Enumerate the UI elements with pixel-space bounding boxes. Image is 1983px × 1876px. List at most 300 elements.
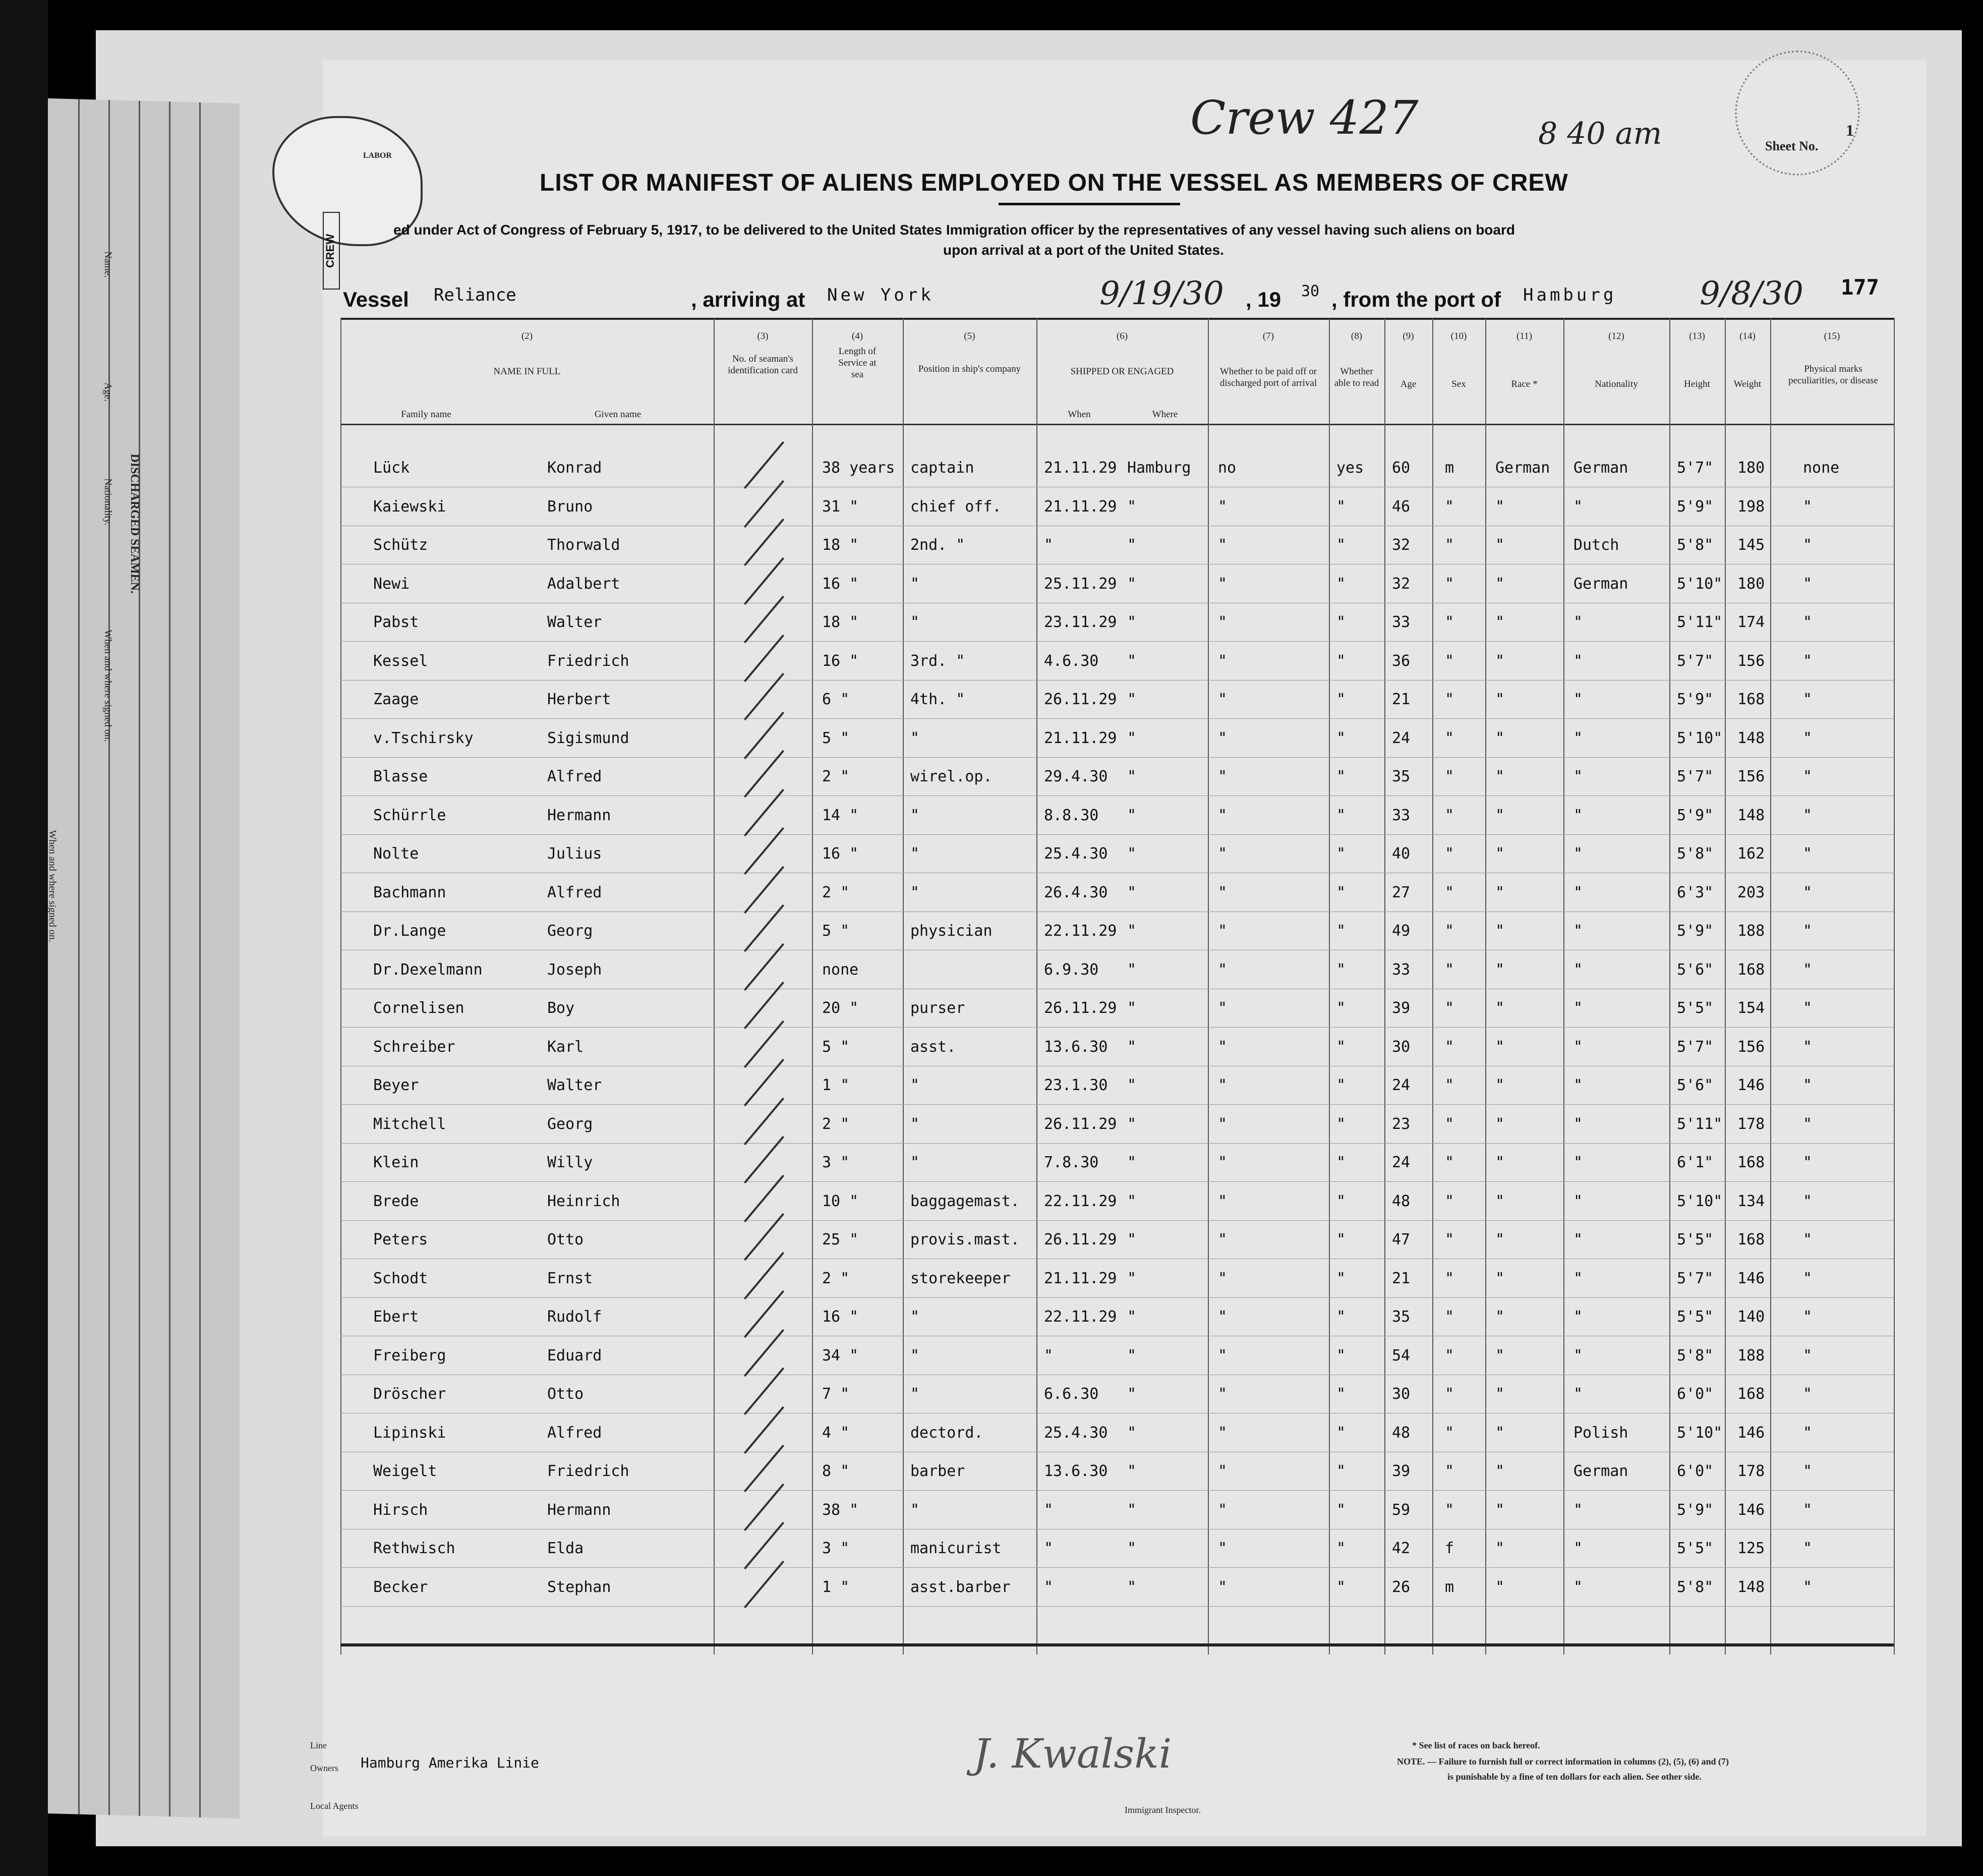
cell-family: Freiberg bbox=[373, 1346, 446, 1365]
cell-nat: " bbox=[1573, 1308, 1583, 1326]
cell-weight: 203 bbox=[1737, 883, 1765, 901]
cell-when: 21.11.29 bbox=[1044, 459, 1117, 477]
cell-family: Kaiewski bbox=[373, 497, 446, 516]
cell-read: " bbox=[1336, 613, 1346, 631]
cell-read: " bbox=[1336, 691, 1346, 708]
cell-family: Dr.Lange bbox=[373, 922, 446, 940]
cell-given: Boy bbox=[547, 999, 575, 1017]
cell-position: barber bbox=[910, 1462, 965, 1480]
cell-race: " bbox=[1495, 1424, 1505, 1442]
cell-nat: " bbox=[1573, 1269, 1583, 1287]
cell-family: Kessel bbox=[373, 652, 428, 670]
cell-race: " bbox=[1495, 652, 1505, 670]
height-header: Height bbox=[1684, 379, 1710, 389]
cell-weight: 168 bbox=[1737, 691, 1765, 708]
cell-marks: " bbox=[1803, 613, 1813, 631]
cell-age: 21 bbox=[1392, 1269, 1411, 1287]
cell-sex: " bbox=[1445, 1231, 1454, 1248]
cell-height: 5'5" bbox=[1677, 1308, 1714, 1326]
col14-number: (14) bbox=[1739, 331, 1756, 342]
circular-stamp bbox=[1735, 50, 1860, 176]
cell-family: Blasse bbox=[373, 768, 428, 785]
cell-paid: " bbox=[1218, 1076, 1228, 1094]
cell-position: 3rd. " bbox=[910, 652, 965, 670]
cell-read: " bbox=[1336, 1269, 1346, 1287]
col2-number: (2) bbox=[521, 331, 533, 342]
cell-weight: 178 bbox=[1737, 1115, 1765, 1133]
crew-tab: CREW bbox=[323, 212, 340, 290]
cell-sex: " bbox=[1445, 1038, 1454, 1056]
id-card-check-mark bbox=[744, 441, 784, 489]
cell-position: " bbox=[910, 1115, 920, 1133]
cell-paid: " bbox=[1218, 1540, 1228, 1557]
discharged-seamen-sheet bbox=[48, 98, 240, 1818]
cell-when: 21.11.29 bbox=[1044, 497, 1117, 516]
cell-height: 5'8" bbox=[1677, 1346, 1714, 1365]
cell-sex: " bbox=[1445, 845, 1454, 863]
row-rule bbox=[340, 757, 1894, 758]
cell-position: " bbox=[910, 1346, 920, 1365]
cell-given: Walter bbox=[547, 613, 602, 631]
cell-read: " bbox=[1336, 806, 1346, 824]
cell-height: 5'6" bbox=[1677, 960, 1714, 979]
cell-read: " bbox=[1336, 1308, 1346, 1326]
document-title: LIST OR MANIFEST OF ALIENS EMPLOYED ON THE VESSEL AS MEMBERS OF CREW bbox=[540, 169, 1568, 196]
cell-age: 30 bbox=[1392, 1385, 1411, 1403]
col10-number: (10) bbox=[1450, 331, 1467, 342]
cell-height: 5'7" bbox=[1677, 652, 1714, 670]
cell-family: Dr.Dexelmann bbox=[373, 960, 483, 979]
cell-race: " bbox=[1495, 1269, 1505, 1287]
cell-when: 6.9.30 bbox=[1044, 960, 1099, 979]
scan-edge bbox=[0, 0, 48, 1876]
owners-label: Owners bbox=[310, 1763, 338, 1773]
cell-weight: 188 bbox=[1737, 922, 1765, 940]
cell-when: 26.11.29 bbox=[1044, 1115, 1117, 1133]
cell-read: " bbox=[1336, 1192, 1346, 1210]
cell-read: " bbox=[1336, 729, 1346, 747]
cell-marks: " bbox=[1803, 1501, 1813, 1519]
cell-read: " bbox=[1336, 1462, 1346, 1480]
cell-position: physician bbox=[910, 922, 993, 940]
cell-sex: " bbox=[1445, 768, 1454, 785]
cell-service: 2 " bbox=[822, 768, 850, 785]
cell-nat: " bbox=[1573, 1192, 1583, 1210]
inspector-label: Immigrant Inspector. bbox=[1125, 1805, 1201, 1815]
row-rule bbox=[340, 1567, 1894, 1568]
cell-race: German bbox=[1495, 459, 1550, 477]
cell-read: " bbox=[1336, 768, 1346, 785]
cell-where: " bbox=[1127, 1578, 1137, 1596]
cell-position: 2nd. " bbox=[910, 536, 965, 554]
cell-marks: " bbox=[1803, 1385, 1813, 1403]
cell-given: Ernst bbox=[547, 1269, 593, 1287]
footnote-penalty-2: is punishable by a fine of ten dollars for each alien. See other side. bbox=[1447, 1772, 1702, 1782]
cell-given: Georg bbox=[547, 1115, 593, 1133]
marks-header: Physical marks peculiarities, or disease bbox=[1788, 364, 1878, 386]
cell-nat: " bbox=[1573, 1038, 1583, 1056]
left-col-when-signed-on-2: When and where signed on. bbox=[47, 829, 58, 943]
cell-position: chief off. bbox=[910, 497, 1002, 516]
shipped-header: SHIPPED OR ENGAGED bbox=[1070, 366, 1174, 377]
cell-position: purser bbox=[910, 999, 965, 1017]
cell-age: 24 bbox=[1392, 1154, 1411, 1171]
cell-family: Beyer bbox=[373, 1076, 419, 1094]
weight-header: Weight bbox=[1733, 379, 1762, 389]
cell-family: Schodt bbox=[373, 1269, 428, 1287]
cell-given: Thorwald bbox=[547, 536, 620, 554]
departure-date: 9/8/30 bbox=[1700, 275, 1803, 312]
cell-where: " bbox=[1127, 1424, 1137, 1442]
cell-position: captain bbox=[910, 459, 974, 477]
cell-weight: 168 bbox=[1737, 1385, 1765, 1403]
cell-sex: " bbox=[1445, 922, 1454, 940]
cell-given: Rudolf bbox=[547, 1308, 602, 1326]
given-name-header: Given name bbox=[594, 409, 641, 420]
cell-height: 5'7" bbox=[1677, 1038, 1714, 1056]
cell-position: " bbox=[910, 845, 920, 863]
cell-sex: " bbox=[1445, 1269, 1454, 1287]
cell-nat: " bbox=[1573, 497, 1583, 516]
cell-position: " bbox=[910, 1385, 920, 1403]
cell-race: " bbox=[1495, 1192, 1505, 1210]
cell-when: 25.4.30 bbox=[1044, 1424, 1108, 1442]
cell-marks: " bbox=[1803, 922, 1813, 940]
cell-weight: 162 bbox=[1737, 845, 1765, 863]
cell-nat: Polish bbox=[1573, 1424, 1628, 1442]
cell-marks: " bbox=[1803, 1578, 1813, 1596]
cell-sex: " bbox=[1445, 1192, 1454, 1210]
cell-paid: " bbox=[1218, 575, 1228, 593]
cell-marks: " bbox=[1803, 1192, 1813, 1210]
cell-marks: " bbox=[1803, 1269, 1813, 1287]
cell-nat: " bbox=[1573, 806, 1583, 824]
cell-position: manicurist bbox=[910, 1540, 1002, 1557]
cell-weight: 148 bbox=[1737, 729, 1765, 747]
cell-age: 32 bbox=[1392, 575, 1411, 593]
cell-paid: " bbox=[1218, 1385, 1228, 1403]
sex-header: Sex bbox=[1451, 379, 1466, 389]
cell-nat: " bbox=[1573, 1154, 1583, 1171]
cell-when: " bbox=[1044, 1501, 1054, 1519]
cell-service: 2 " bbox=[822, 883, 850, 901]
cell-service: 1 " bbox=[822, 1578, 850, 1596]
cell-given: Karl bbox=[547, 1038, 584, 1056]
cell-when: 6.6.30 bbox=[1044, 1385, 1099, 1403]
cell-race: " bbox=[1495, 691, 1505, 708]
cell-family: Nolte bbox=[373, 845, 419, 863]
cell-nat: " bbox=[1573, 922, 1583, 940]
cell-height: 5'5" bbox=[1677, 999, 1714, 1017]
cell-position: asst.barber bbox=[910, 1578, 1011, 1596]
vessel-label: Vessel bbox=[343, 288, 409, 311]
cell-paid: " bbox=[1218, 806, 1228, 824]
sheet-label: Sheet No. bbox=[1765, 139, 1819, 153]
cell-race: " bbox=[1495, 1462, 1505, 1480]
cell-sex: " bbox=[1445, 1154, 1454, 1171]
year-label: , 19 bbox=[1246, 288, 1281, 311]
cell-marks: " bbox=[1803, 1540, 1813, 1557]
cell-sex: " bbox=[1445, 883, 1454, 901]
cell-service: 5 " bbox=[822, 922, 850, 940]
cell-weight: 178 bbox=[1737, 1462, 1765, 1480]
cell-height: 5'11" bbox=[1677, 1115, 1723, 1133]
cell-given: Otto bbox=[547, 1231, 584, 1248]
cell-race: " bbox=[1495, 960, 1505, 979]
cell-given: Sigismund bbox=[547, 729, 629, 747]
cell-family: Bachmann bbox=[373, 883, 446, 901]
cell-marks: " bbox=[1803, 768, 1813, 785]
cell-family: Schütz bbox=[373, 536, 428, 554]
cell-service: 2 " bbox=[822, 1115, 850, 1133]
sheet-number: 1 bbox=[1846, 121, 1854, 139]
cell-read: " bbox=[1336, 1578, 1346, 1596]
cell-service: 3 " bbox=[822, 1154, 850, 1171]
cell-height: 5'5" bbox=[1677, 1540, 1714, 1557]
cell-height: 5'9" bbox=[1677, 1501, 1714, 1519]
cell-given: Stephan bbox=[547, 1578, 611, 1596]
cell-position: 4th. " bbox=[910, 691, 965, 708]
cell-service: 5 " bbox=[822, 1038, 850, 1056]
cell-paid: " bbox=[1218, 1115, 1228, 1133]
cell-race: " bbox=[1495, 1578, 1505, 1596]
cell-given: Walter bbox=[547, 1076, 602, 1094]
cell-race: " bbox=[1495, 768, 1505, 785]
cell-age: 26 bbox=[1392, 1578, 1411, 1596]
cell-sex: m bbox=[1445, 459, 1454, 477]
left-col-when-signed-on: When and where signed on. bbox=[102, 629, 113, 743]
cell-sex: " bbox=[1445, 1115, 1454, 1133]
cell-race: " bbox=[1495, 497, 1505, 516]
cell-paid: " bbox=[1218, 1346, 1228, 1365]
cell-weight: 188 bbox=[1737, 1346, 1765, 1365]
row-rule bbox=[340, 1143, 1894, 1144]
cell-age: 36 bbox=[1392, 652, 1411, 670]
cell-weight: 125 bbox=[1737, 1540, 1765, 1557]
cell-when: 26.4.30 bbox=[1044, 883, 1108, 901]
cell-height: 5'9" bbox=[1677, 497, 1714, 516]
cell-nat: " bbox=[1573, 845, 1583, 863]
cell-sex: " bbox=[1445, 1076, 1454, 1094]
cell-given: Otto bbox=[547, 1385, 584, 1403]
cell-sex: m bbox=[1445, 1578, 1454, 1596]
cell-sex: " bbox=[1445, 960, 1454, 979]
nationality-header: Nationality bbox=[1595, 379, 1638, 389]
cell-where: " bbox=[1127, 1308, 1137, 1326]
cell-when: " bbox=[1044, 1540, 1054, 1557]
cell-position: " bbox=[910, 1308, 920, 1326]
cell-paid: " bbox=[1218, 1192, 1228, 1210]
cell-height: 5'7" bbox=[1677, 1269, 1714, 1287]
cell-when: 22.11.29 bbox=[1044, 1308, 1117, 1326]
cell-given: Herbert bbox=[547, 691, 611, 708]
cell-when: 4.6.30 bbox=[1044, 652, 1099, 670]
cell-sex: " bbox=[1445, 652, 1454, 670]
cell-weight: 148 bbox=[1737, 1578, 1765, 1596]
cell-weight: 146 bbox=[1737, 1269, 1765, 1287]
cell-paid: " bbox=[1218, 1269, 1228, 1287]
cell-position: " bbox=[910, 883, 920, 901]
cell-age: 42 bbox=[1392, 1540, 1411, 1557]
cell-paid: " bbox=[1218, 613, 1228, 631]
cell-family: Klein bbox=[373, 1154, 419, 1171]
cell-read: " bbox=[1336, 845, 1346, 863]
cell-weight: 156 bbox=[1737, 1038, 1765, 1056]
race-header: Race * bbox=[1511, 379, 1538, 389]
row-rule bbox=[340, 1104, 1894, 1105]
cell-when: 26.11.29 bbox=[1044, 999, 1117, 1017]
cell-age: 23 bbox=[1392, 1115, 1411, 1133]
cell-weight: 156 bbox=[1737, 652, 1765, 670]
cell-given: Konrad bbox=[547, 459, 602, 477]
cell-where: " bbox=[1127, 1231, 1137, 1248]
cell-race: " bbox=[1495, 999, 1505, 1017]
row-rule bbox=[340, 1490, 1894, 1491]
cell-height: 5'10" bbox=[1677, 729, 1723, 747]
cell-service: 10 " bbox=[822, 1192, 859, 1210]
cell-nat: " bbox=[1573, 1578, 1583, 1596]
cell-family: Rethwisch bbox=[373, 1540, 455, 1557]
col6-number: (6) bbox=[1116, 331, 1128, 342]
cell-service: 1 " bbox=[822, 1076, 850, 1094]
row-rule bbox=[340, 834, 1894, 835]
cell-marks: " bbox=[1803, 1231, 1813, 1248]
col3-number: (3) bbox=[757, 331, 769, 342]
cell-marks: " bbox=[1803, 1424, 1813, 1442]
cell-when: 13.6.30 bbox=[1044, 1038, 1108, 1056]
cell-height: 5'10" bbox=[1677, 575, 1723, 593]
row-rule bbox=[340, 1297, 1894, 1298]
cell-read: " bbox=[1336, 1076, 1346, 1094]
cell-service: 18 " bbox=[822, 536, 859, 554]
cell-nat: " bbox=[1573, 768, 1583, 785]
cell-height: 5'11" bbox=[1677, 613, 1723, 631]
age-header: Age bbox=[1400, 379, 1417, 389]
cell-read: " bbox=[1336, 960, 1346, 979]
cell-read: yes bbox=[1336, 459, 1364, 477]
cell-position: " bbox=[910, 575, 920, 593]
cell-race: " bbox=[1495, 1154, 1505, 1171]
cell-when: 23.11.29 bbox=[1044, 613, 1117, 631]
cell-where: " bbox=[1127, 922, 1137, 940]
cell-where: " bbox=[1127, 1385, 1137, 1403]
year-suffix: 30 bbox=[1301, 282, 1320, 300]
col11-number: (11) bbox=[1517, 331, 1532, 342]
cell-read: " bbox=[1336, 1231, 1346, 1248]
cell-when: " bbox=[1044, 1578, 1054, 1596]
cell-paid: " bbox=[1218, 768, 1228, 785]
cell-age: 40 bbox=[1392, 845, 1411, 863]
cell-marks: " bbox=[1803, 960, 1813, 979]
cell-age: 59 bbox=[1392, 1501, 1411, 1519]
cell-read: " bbox=[1336, 1346, 1346, 1365]
cell-height: 6'1" bbox=[1677, 1154, 1714, 1171]
cell-age: 35 bbox=[1392, 1308, 1411, 1326]
arriving-port: New York bbox=[827, 285, 934, 305]
cell-given: Heinrich bbox=[547, 1192, 620, 1210]
cell-nat: Dutch bbox=[1573, 536, 1619, 554]
cell-age: 49 bbox=[1392, 922, 1411, 940]
cell-age: 48 bbox=[1392, 1424, 1411, 1442]
cell-marks: " bbox=[1803, 1076, 1813, 1094]
cell-height: 5'5" bbox=[1677, 1231, 1714, 1248]
cell-where: " bbox=[1127, 1462, 1137, 1480]
cell-read: " bbox=[1336, 883, 1346, 901]
cell-given: Elda bbox=[547, 1540, 584, 1557]
cell-height: 5'9" bbox=[1677, 806, 1714, 824]
cell-sex: " bbox=[1445, 575, 1454, 593]
cell-marks: " bbox=[1803, 845, 1813, 863]
cell-marks: " bbox=[1803, 536, 1813, 554]
cell-age: 54 bbox=[1392, 1346, 1411, 1365]
cell-paid: " bbox=[1218, 652, 1228, 670]
cell-given: Alfred bbox=[547, 1424, 602, 1442]
cell-family: Mitchell bbox=[373, 1115, 446, 1133]
cell-where: " bbox=[1127, 1269, 1137, 1287]
row-rule bbox=[340, 718, 1894, 719]
cell-height: 5'10" bbox=[1677, 1192, 1723, 1210]
handwritten-time: 8 40 am bbox=[1538, 116, 1662, 151]
owners-value: Hamburg Amerika Linie bbox=[361, 1754, 540, 1771]
cell-race: " bbox=[1495, 1385, 1505, 1403]
cell-where: " bbox=[1127, 1501, 1137, 1519]
cell-race: " bbox=[1495, 575, 1505, 593]
cell-height: 5'10" bbox=[1677, 1424, 1723, 1442]
cell-read: " bbox=[1336, 536, 1346, 554]
paid-off-header: Whether to be paid off or discharged port of arrival bbox=[1219, 366, 1317, 388]
vessel-name: Reliance bbox=[434, 285, 516, 305]
cell-weight: 198 bbox=[1737, 497, 1765, 516]
cell-service: 8 " bbox=[822, 1462, 850, 1480]
cell-given: Bruno bbox=[547, 497, 593, 516]
cell-family: Hirsch bbox=[373, 1501, 428, 1519]
cell-age: 33 bbox=[1392, 613, 1411, 631]
cell-read: " bbox=[1336, 652, 1346, 670]
cell-weight: 174 bbox=[1737, 613, 1765, 631]
row-rule bbox=[340, 1181, 1894, 1182]
cell-nat: " bbox=[1573, 652, 1583, 670]
labor-fragment: LABOR bbox=[363, 151, 392, 160]
cell-paid: " bbox=[1218, 1231, 1228, 1248]
cell-read: " bbox=[1336, 575, 1346, 593]
cell-family: Schreiber bbox=[373, 1038, 455, 1056]
cell-where: " bbox=[1127, 497, 1137, 516]
cell-where: " bbox=[1127, 729, 1137, 747]
cell-where: " bbox=[1127, 960, 1137, 979]
cell-read: " bbox=[1336, 1424, 1346, 1442]
cell-paid: " bbox=[1218, 845, 1228, 863]
cell-weight: 134 bbox=[1737, 1192, 1765, 1210]
cell-weight: 146 bbox=[1737, 1501, 1765, 1519]
cell-paid: " bbox=[1218, 1501, 1228, 1519]
cell-position: dectord. bbox=[910, 1424, 983, 1442]
cell-when: " bbox=[1044, 1346, 1054, 1365]
cell-where: " bbox=[1127, 652, 1137, 670]
col12-number: (12) bbox=[1608, 331, 1624, 342]
cell-sex: " bbox=[1445, 1346, 1454, 1365]
cell-where: " bbox=[1127, 1076, 1137, 1094]
cell-where: " bbox=[1127, 691, 1137, 708]
cell-nat: " bbox=[1573, 883, 1583, 901]
cell-nat: German bbox=[1573, 575, 1628, 593]
left-col-name: Name. bbox=[102, 251, 113, 278]
cell-race: " bbox=[1495, 1076, 1505, 1094]
footnote-races: * See list of races on back hereof. bbox=[1412, 1740, 1540, 1750]
cell-given: Willy bbox=[547, 1154, 593, 1171]
cell-where: " bbox=[1127, 1154, 1137, 1171]
cell-sex: " bbox=[1445, 999, 1454, 1017]
cell-height: 5'8" bbox=[1677, 536, 1714, 554]
